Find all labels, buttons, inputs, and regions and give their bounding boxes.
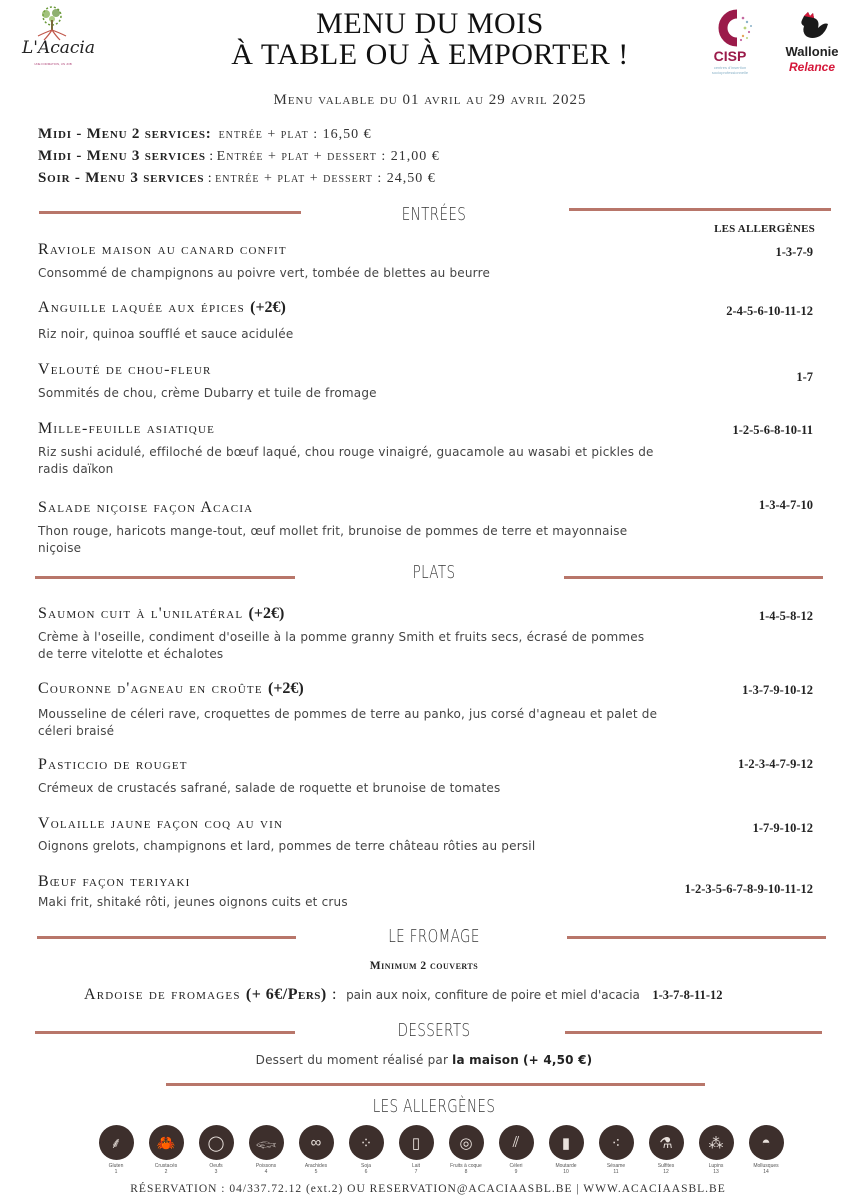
formula-separator: :: [205, 149, 214, 164]
allergen-name: Moutarde: [555, 1163, 577, 1169]
allergen-item: [646, 1125, 686, 1180]
allergen-name: Gluten: [108, 1163, 124, 1169]
allergen-item: [696, 1125, 736, 1180]
section-divider: [35, 1031, 295, 1034]
dish-name: Pasticcio de rouget: [38, 756, 188, 773]
allergen-name: Crustacés: [154, 1163, 178, 1169]
allergen-number: 7: [414, 1169, 418, 1175]
dish-name: Volaille jaune façon coq au vin: [38, 815, 284, 832]
formula-label: Midi - Menu 2 services: [38, 126, 206, 142]
dish-allergens: 1-2-3-4-7-9-12: [738, 757, 813, 771]
dessert-price: (+ 4,50 €): [523, 1053, 593, 1067]
dish-description: Oignons grelots, champignons et lard, pommes de terre château rôties au persil: [38, 839, 536, 853]
dish-description: Riz noir, quinoa soufflé et sauce acidulée: [38, 327, 294, 341]
fish-icon: 𓆟: [249, 1125, 284, 1160]
allergen-item: [396, 1125, 436, 1180]
allergen-item: [246, 1125, 286, 1180]
dish-allergens: 1-2-3-5-6-7-8-9-10-11-12: [684, 882, 813, 896]
dish-supplement: (+ 6€/Pers): [245, 986, 327, 1003]
logo-tagline: UNE FORMATION, UN JOB: [34, 62, 72, 66]
soy-icon: ⁘: [349, 1125, 384, 1160]
section-title-desserts: DESSERTS: [397, 1020, 471, 1041]
allergen-item: [96, 1125, 136, 1180]
celery-icon: ⫽: [499, 1125, 534, 1160]
wheat-icon: ⸙: [99, 1125, 134, 1160]
dish-name: Mille-feuille asiatique: [38, 420, 216, 437]
formula-label: Midi - Menu 3 services: [38, 148, 206, 164]
menu-validity: Menu valable du 01 avril au 29 avril 2025: [273, 92, 587, 108]
dish-description: Crémeux de crustacés safrané, salade de roquette et brunoise de tomates: [38, 781, 501, 795]
allergen-name: Lupins: [708, 1163, 724, 1169]
section-divider: [39, 211, 301, 214]
dish-name: Bœuf façon teriyaki: [38, 873, 191, 890]
dish-description: Mousseline de céleri rave, croquettes de pommes de terre au panko, jus corsé d'agneau et palet de céleri braisé: [38, 707, 658, 738]
section-title-entrees: ENTRÉES: [401, 204, 467, 225]
title-line-1: MENU DU MOIS: [316, 7, 544, 40]
dish-name: Salade niçoise façon Acacia: [38, 499, 254, 516]
dish-name: Velouté de chou-fleur: [38, 361, 212, 378]
dish-allergens: 1-4-5-8-12: [758, 609, 813, 623]
formula-row: [38, 148, 440, 165]
flask-icon: ⚗: [649, 1125, 684, 1160]
allergen-item: [746, 1125, 786, 1180]
cisp-c-icon: [697, 8, 763, 48]
formula-description: entrée + plat + dessert : 24,50 €: [215, 171, 436, 186]
section-divider: [567, 936, 826, 939]
dish-description: Sommités de chou, crème Dubarry et tuile de fromage: [38, 386, 377, 400]
fromage-minimum-note: Minimum 2 couverts: [369, 960, 479, 972]
acacia-logo: [22, 6, 95, 68]
wallonie-relance-logo: [782, 10, 842, 74]
dish-allergens: 1-3-7-9: [775, 245, 813, 259]
dish-description: Thon rouge, haricots mange-tout, œuf mollet frit, brunoise de pommes de terre et mayonnaise niçoise: [38, 524, 628, 555]
milk-carton-icon: ▯: [399, 1125, 434, 1160]
dessert-text: Dessert du moment réalisé par: [255, 1053, 453, 1067]
allergen-name: Fruits à coque: [450, 1163, 482, 1169]
dish-allergens: 2-4-5-6-10-11-12: [726, 304, 813, 318]
allergens-column-header: LES ALLERGÈNES: [714, 223, 815, 235]
formula-row: [38, 126, 372, 143]
dish-description: pain aux noix, confiture de poire et miel d'acacia: [346, 988, 640, 1002]
title-line-2: À TABLE OU À EMPORTER !: [231, 38, 629, 71]
allergen-number: 6: [364, 1169, 368, 1175]
allergen-number: 2: [164, 1169, 168, 1175]
nut-icon: ◎: [449, 1125, 484, 1160]
dish-description: Maki frit, shitaké rôti, jeunes oignons cuits et crus: [38, 895, 348, 909]
dish-name: Raviole maison au canard confit: [38, 241, 287, 258]
rooster-icon: [782, 10, 842, 44]
allergen-name: Soja: [360, 1163, 371, 1169]
wallonie-text: Wallonie: [785, 44, 839, 59]
section-divider: [565, 1031, 822, 1034]
dish-description: Crème à l'oseille, condiment d'oseille à la pomme granny Smith et fruits secs, écrasé de pommes de terre vitelotte et échalotes: [38, 630, 645, 661]
page-title: [200, 8, 660, 70]
formula-separator: :: [204, 171, 212, 186]
allergen-number: 12: [663, 1169, 669, 1175]
crab-icon: 🦀: [149, 1125, 184, 1160]
allergen-item: [446, 1125, 486, 1180]
allergen-legend: [96, 1125, 786, 1180]
allergen-number: 11: [613, 1169, 619, 1175]
section-divider: [37, 936, 296, 939]
allergen-item: [296, 1125, 336, 1180]
allergen-item: [146, 1125, 186, 1180]
section-divider: [564, 576, 823, 579]
formula-row: [38, 170, 436, 187]
peanut-icon: ∞: [299, 1125, 334, 1160]
tree-icon: [22, 6, 82, 42]
section-divider: [569, 208, 831, 211]
relance-text: Relance: [788, 60, 836, 74]
allergen-name: Arachides: [304, 1163, 328, 1169]
allergen-number: 13: [713, 1169, 719, 1175]
cisp-logo: [697, 8, 763, 80]
reservation-footer: RÉSERVATION : 04/337.72.12 (ext.2) OU RESERVATION@ACACIAASBL.BE | WWW.ACACIAASBL.BE: [130, 1183, 726, 1195]
section-divider: [35, 576, 295, 579]
allergen-item: [496, 1125, 536, 1180]
dish-allergens: 1-3-7-9-10-12: [742, 683, 813, 697]
allergen-number: 9: [514, 1169, 518, 1175]
allergen-name: Mollusques: [753, 1163, 779, 1169]
dessert-description: [150, 1053, 698, 1067]
formula-description: Entrée + plat + dessert : 21,00 €: [216, 149, 440, 164]
mustard-bottle-icon: ▮: [549, 1125, 584, 1160]
sesame-icon: ⁖: [599, 1125, 634, 1160]
allergen-number: 4: [264, 1169, 268, 1175]
allergen-name: Céleri: [509, 1163, 523, 1169]
allergen-number: 10: [563, 1169, 569, 1175]
dish-name: Saumon cuit à l'unilatéral: [38, 605, 244, 622]
dish-allergens: 1-7-9-10-12: [752, 821, 813, 835]
dish-supplement: (+2€): [250, 299, 286, 316]
formula-separator: :: [205, 126, 212, 142]
dessert-maker: la maison: [452, 1053, 519, 1067]
shell-icon: ◓: [749, 1125, 784, 1160]
allergen-name: Oeufs: [209, 1163, 223, 1169]
egg-icon: ◯: [199, 1125, 234, 1160]
allergen-number: 8: [464, 1169, 468, 1175]
section-title-fromage: LE FROMAGE: [388, 926, 480, 947]
dish-allergens: 1-3-4-7-10: [758, 498, 813, 512]
dish-description: Riz sushi acidulé, effiloché de bœuf laqué, chou rouge vinaigré, guacamole au wasabi et pickles de radis daïkon: [38, 445, 654, 476]
allergen-name: Poissons: [255, 1163, 277, 1169]
allergen-name: Sulfites: [657, 1163, 675, 1169]
allergen-number: 1: [114, 1169, 118, 1175]
dish-name: Couronne d'agneau en croûte: [38, 680, 263, 697]
allergen-number: 14: [763, 1169, 769, 1175]
allergen-item: [346, 1125, 386, 1180]
section-title-allergenes: LES ALLERGÈNES: [372, 1096, 496, 1117]
dish-supplement: (+2€): [267, 680, 304, 697]
formula-label: Soir - Menu 3 services: [38, 170, 205, 186]
cisp-subtitle: centres d'insertion socioprofessionnelle: [711, 65, 749, 75]
allergen-number: 5: [314, 1169, 318, 1175]
dish-allergens: 1-3-7-8-11-12: [652, 988, 723, 1002]
section-title-plats: PLATS: [412, 562, 456, 583]
allergen-name: Lait: [411, 1163, 421, 1169]
allergen-item: [196, 1125, 236, 1180]
dish-description: Consommé de champignons au poivre vert, tombée de blettes au beurre: [38, 266, 491, 280]
formula-description: entrée + plat : 16,50 €: [218, 127, 372, 142]
dish-name: Ardoise de fromages: [84, 986, 241, 1003]
allergen-item: [596, 1125, 636, 1180]
allergen-number: 3: [214, 1169, 218, 1175]
dish-supplement: (+2€): [248, 605, 285, 622]
allergen-item: [546, 1125, 586, 1180]
logo-brand-text: L'Acacia: [22, 38, 95, 58]
dish-separator: :: [326, 986, 338, 1003]
dish-allergens: 1-2-5-6-8-10-11: [732, 423, 813, 437]
dish-name: Anguille laquée aux épices: [38, 299, 245, 316]
lupin-icon: ⁂: [699, 1125, 734, 1160]
section-divider: [166, 1083, 705, 1086]
menu-item: [84, 986, 722, 1004]
dish-allergens: 1-7: [796, 370, 813, 384]
allergen-name: Sésame: [606, 1163, 626, 1169]
cisp-name: CISP: [713, 48, 747, 64]
